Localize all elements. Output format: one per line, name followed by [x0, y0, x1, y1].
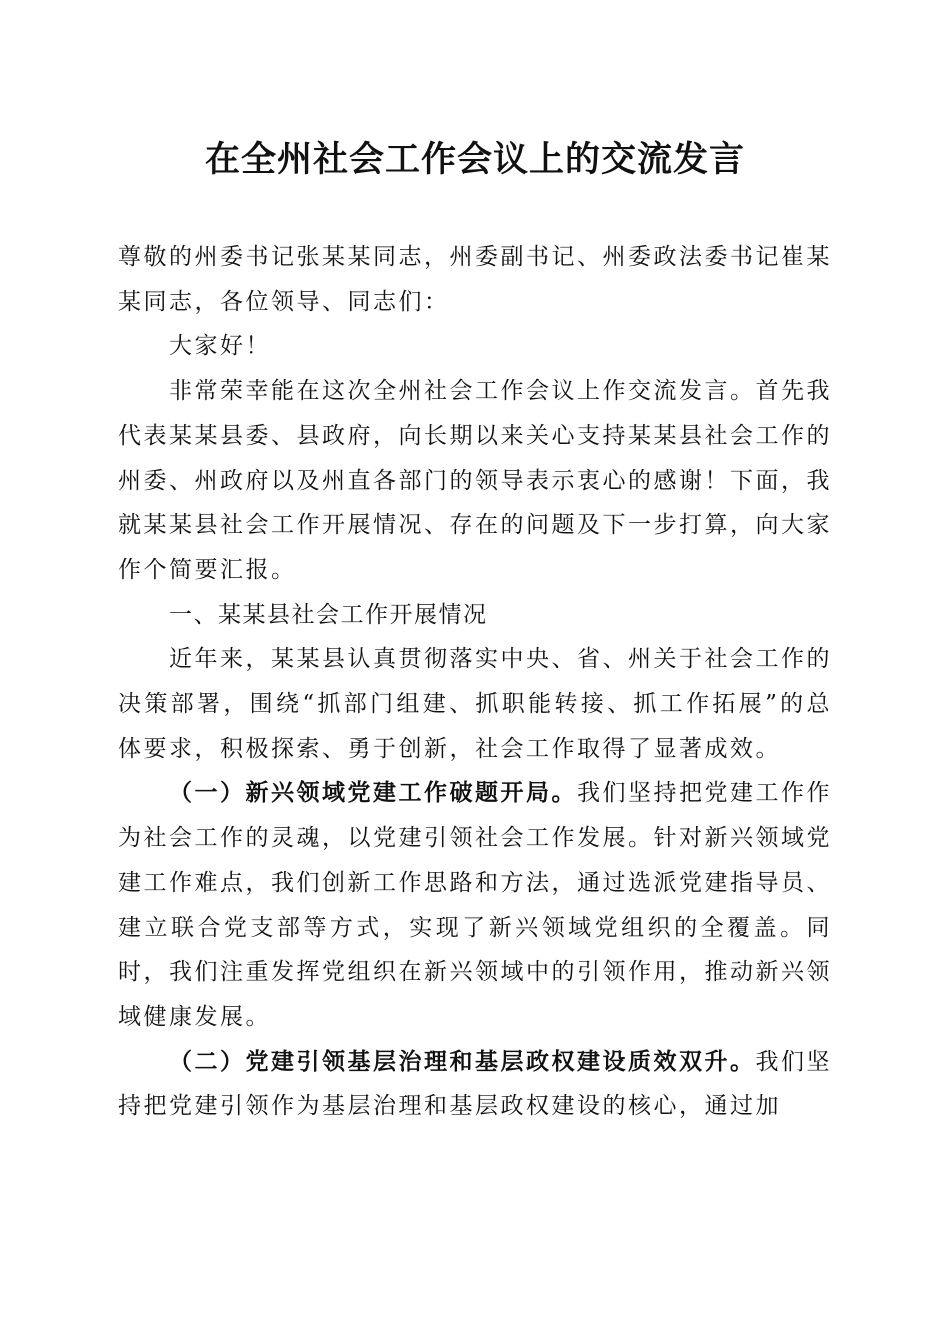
salutation: 尊敬的州委书记张某某同志，州委副书记、州委政法委书记崔某某同志，各位领导、同志们： [118, 244, 832, 315]
subsection-paragraph-2 [118, 1040, 832, 1129]
subsection-lead-1: （一）新兴领域党建工作破题开局。 [169, 779, 577, 807]
document-title: 在全州社会工作会议上的交流发言 [204, 139, 745, 180]
subsection-text-2: 我们坚持把党建引领作为基层治理和基层政权建设的核心，通过加 [118, 1048, 832, 1120]
greeting: 大家好！ [169, 333, 271, 360]
subsection-text-1: 我们坚持把党建工作作为社会工作的灵魂，以党建引领社会工作发展。针对新兴领域党建工作难点，我们创新工作思路和方法，通过选派党建指导员、建立联合党支部等方式，实现了新兴领域党组织的全覆盖。同时，我们注重发挥党组织在新兴领域中的引领作用，推动新兴领域健康发展。 [118, 780, 832, 1030]
subsection-paragraph-1 [118, 771, 832, 1039]
intro-paragraph: 非常荣幸能在这次全州社会工作会议上作交流发言。首先我代表某某县委、县政府，向长期以来关心支持某某县社会工作的州委、州政府以及州直各部门的领导表示衷心的感谢！下面，我就某某县社会工作开展情况、存在的问题及下一步打算，向大家作个简要汇报。 [118, 378, 832, 583]
subsection-lead-2: （二）党建引领基层治理和基层政权建设质效双升。 [169, 1047, 756, 1075]
document-page [118, 130, 832, 1129]
section-summary: 近年来，某某县认真贯彻落实中央、省、州关于社会工作的决策部署，围绕“抓部门组建、抓职能转接、抓工作拓展”的总体要求，积极探索、勇于创新，社会工作取得了显著成效。 [118, 646, 832, 762]
section-heading: 一、某某县社会工作开展情况 [169, 601, 488, 628]
document-body [118, 235, 832, 1129]
